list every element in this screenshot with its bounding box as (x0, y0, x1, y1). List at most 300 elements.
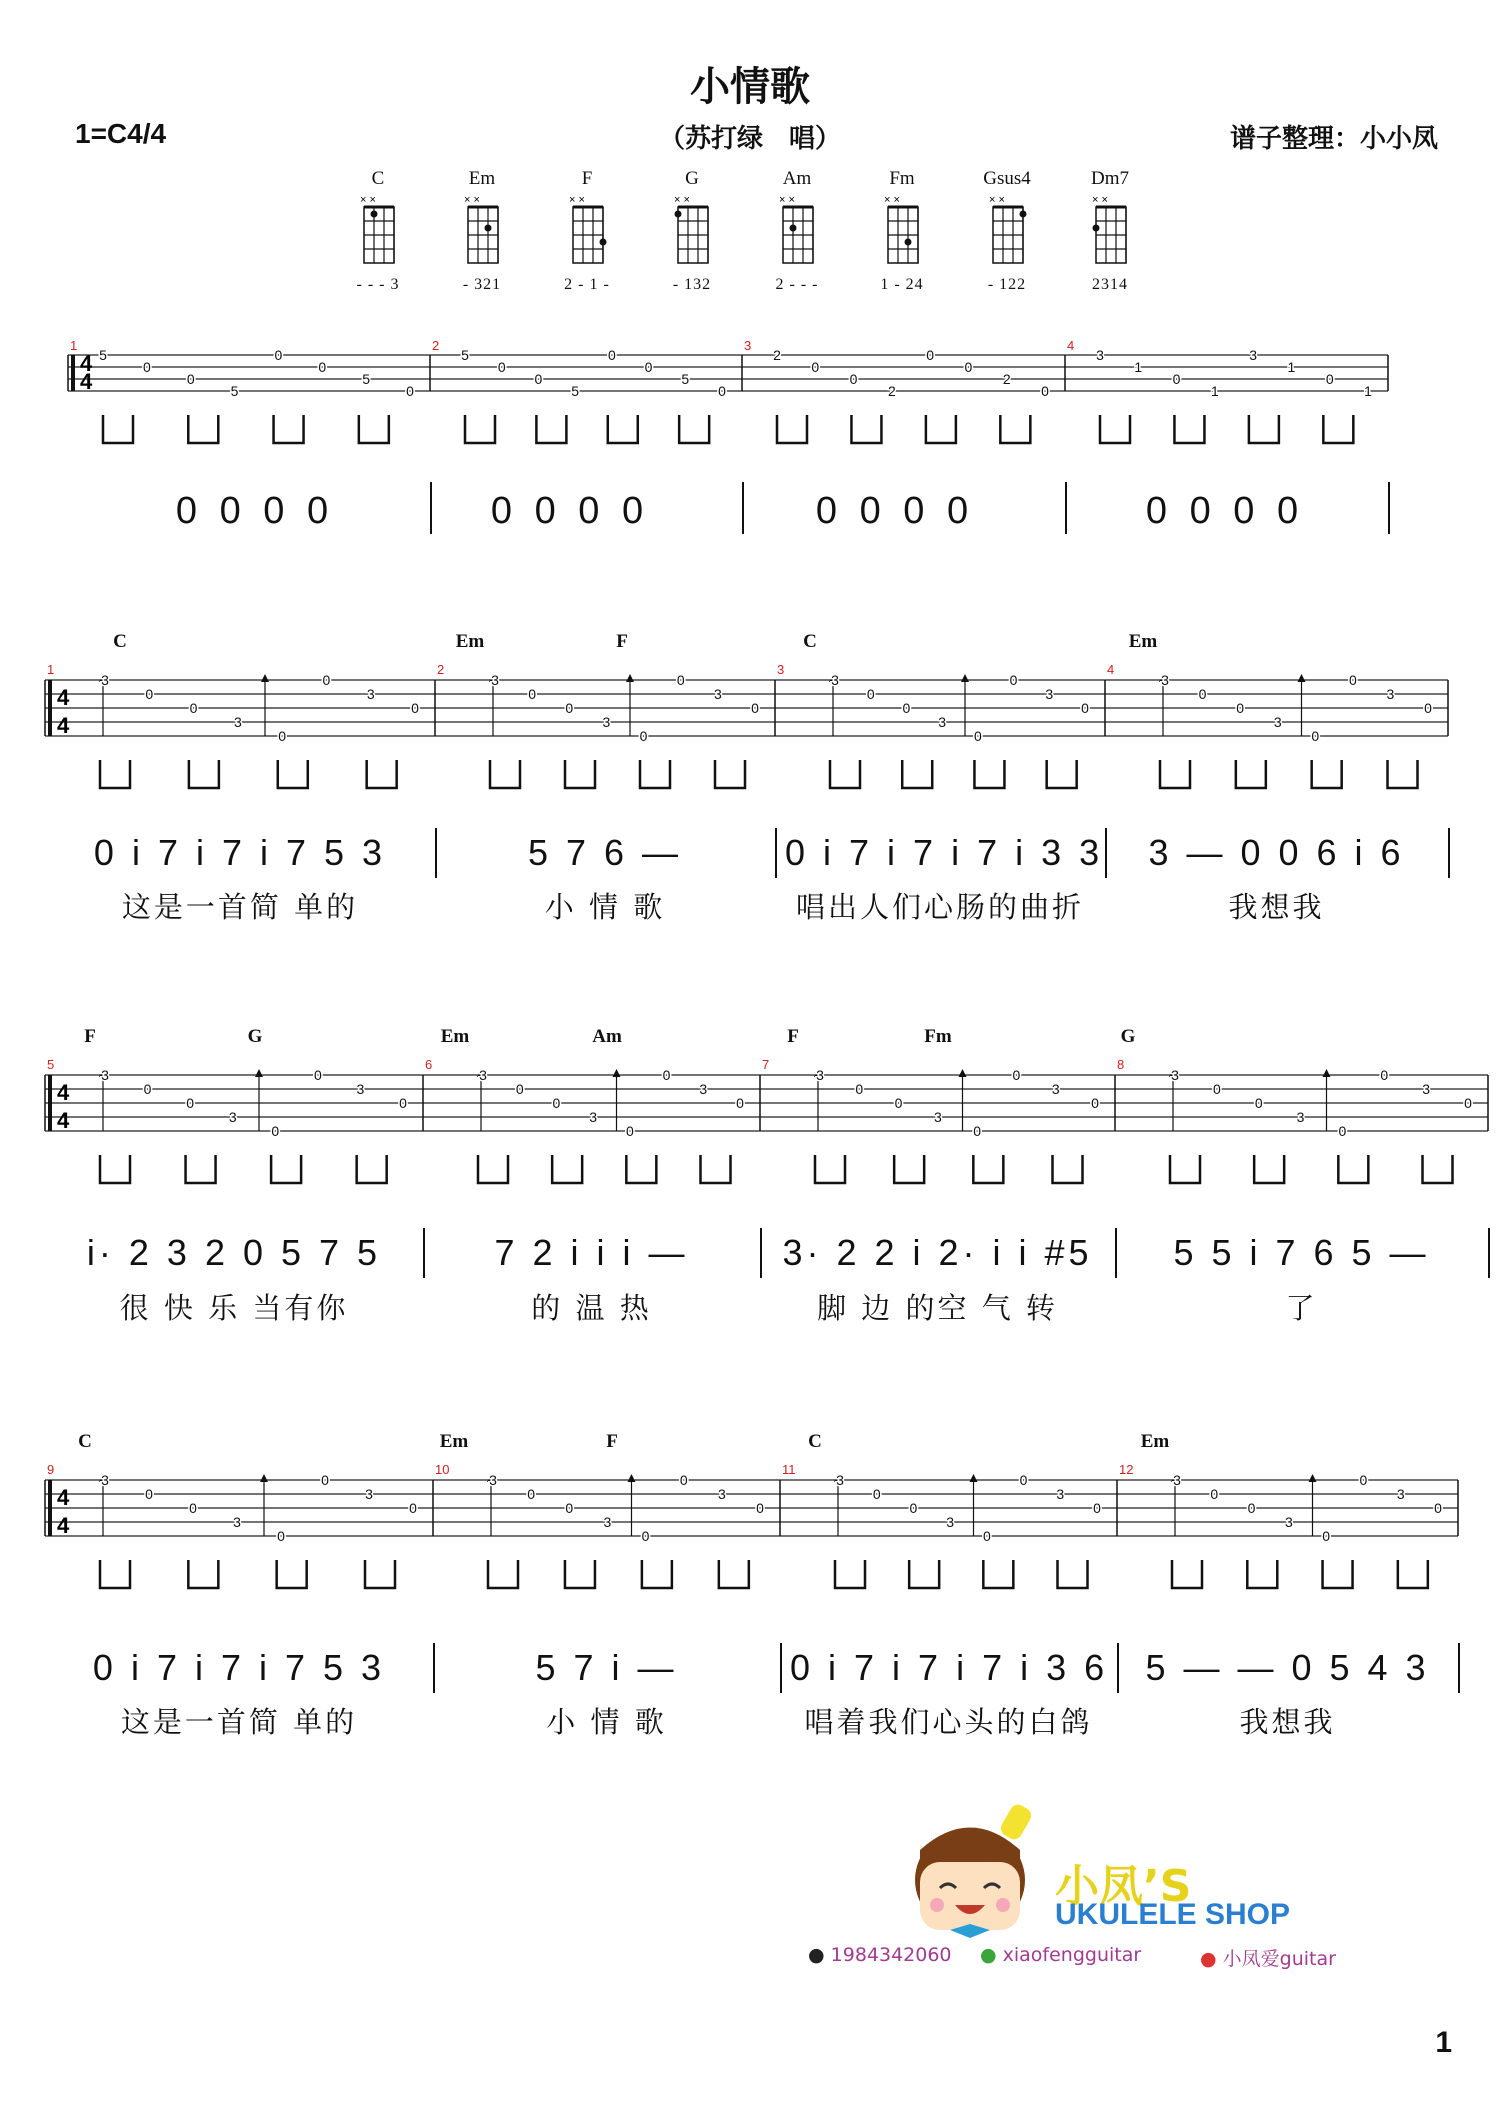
tab-fret-number: 3 (1096, 347, 1104, 363)
notation-bar-line (433, 1643, 435, 1693)
open-string-mark: × × (674, 194, 690, 206)
tab-fret-number: 3 (602, 714, 611, 730)
weibo-icon: ● (1200, 1948, 1217, 1970)
time-sig-bottom: 4 (57, 1108, 70, 1134)
tab-fret-number: 3 (1396, 1486, 1405, 1502)
tab-fret-number: 0 (1019, 1472, 1028, 1488)
lyric-line: 小 情 歌 (544, 890, 666, 924)
tab-fret-number: 0 (189, 700, 198, 716)
rhythm-beam (1323, 415, 1353, 443)
chord-fingering: 2 - 1 - (564, 276, 610, 293)
tab-fret-number: 3 (101, 1067, 109, 1083)
tab-fret-number: 0 (1041, 383, 1049, 399)
rhythm-beam (103, 415, 133, 443)
rhythm-beam (189, 760, 219, 788)
chord-name: C (371, 168, 385, 189)
notation-bar-line (760, 1228, 762, 1278)
rhythm-beam (902, 760, 932, 788)
tab-fret-number: 3 (1284, 1514, 1293, 1530)
measure-number: 8 (1117, 1057, 1125, 1072)
rhythm-beam (1323, 1560, 1353, 1588)
tab-fret-number: 0 (1359, 1472, 1368, 1488)
strum-arrow-icon (959, 1069, 967, 1077)
numbered-notation-measure: 0 i 7 i 7 i 7 i 3 3 (785, 832, 1104, 873)
notation-bar-line (1065, 482, 1067, 534)
rhythm-beam (1174, 415, 1204, 443)
tab-fret-number: 1 (1287, 359, 1296, 375)
chord-fingering: 1 - 24 (880, 276, 924, 293)
strum-arrow-icon (1309, 1474, 1317, 1482)
rhythm-beam (1254, 1155, 1284, 1183)
tab-fret-number: 0 (625, 1123, 634, 1139)
finger-dot (675, 211, 682, 218)
rhythm-beam (365, 1560, 395, 1588)
tab-fret-number: 0 (751, 700, 759, 716)
chord-label: F (787, 1026, 799, 1047)
numbered-notation-measure: 3· 2 2 i 2· i i #5 (782, 1232, 1093, 1273)
tab-fret-number: 0 (1325, 371, 1334, 387)
finger-dot (1020, 211, 1027, 218)
chord-label: Em (455, 631, 485, 652)
tab-fret-number: 0 (515, 1081, 524, 1097)
tab-fret-number: 1 (1134, 359, 1143, 375)
tab-fret-number: 2 (773, 347, 781, 363)
tab-fret-number: 0 (1338, 1123, 1347, 1139)
tab-fret-number: 3 (603, 1514, 612, 1530)
tab-fret-number: 3 (233, 1514, 241, 1530)
tab-fret-number: 3 (491, 672, 499, 688)
rhythm-beam (536, 415, 566, 443)
notation-bar-line (435, 828, 437, 878)
numbered-notation-measure: 5 5 i 7 6 5 — (1173, 1232, 1430, 1273)
rhythm-beam (1058, 1560, 1088, 1588)
finger-dot (600, 239, 607, 246)
tab-fret-number: 0 (849, 371, 858, 387)
tab-fret-number: 3 (589, 1109, 598, 1125)
rhythm-beam (1170, 1155, 1200, 1183)
rhythm-beam (278, 760, 308, 788)
tab-fret-number: 0 (277, 1528, 285, 1544)
tab-fret-number: 3 (1171, 1067, 1179, 1083)
open-string-mark: × × (779, 194, 795, 206)
chord-name: G (685, 168, 699, 189)
chord-label: C (113, 631, 127, 652)
tab-system-1 (0, 640, 1500, 800)
rhythm-beam (274, 415, 304, 443)
tab-fret-number: 0 (982, 1528, 991, 1544)
tab-fret-number: 0 (662, 1067, 671, 1083)
strum-arrow-icon (255, 1069, 263, 1077)
notation-bar-line (780, 1643, 782, 1693)
measure-number: 4 (1067, 338, 1075, 353)
tab-fret-number: 0 (143, 1081, 152, 1097)
tab-fret-number: 0 (1210, 1486, 1219, 1502)
open-string-mark: × × (464, 194, 480, 206)
tab-fret-number: 0 (1464, 1095, 1472, 1111)
tab-fret-number: 0 (186, 371, 195, 387)
numbered-notation-measure: 0 0 0 0 (815, 490, 975, 532)
tab-fret-number: 5 (461, 347, 469, 363)
tab-fret-number: 0 (565, 1500, 574, 1516)
tab-fret-number: 0 (1091, 1095, 1099, 1111)
chord-grid-diagram (775, 193, 825, 273)
qq-penguin-icon: ● (808, 1944, 825, 1966)
rhythm-beam (552, 1155, 582, 1183)
measure-number: 5 (47, 1057, 55, 1072)
finger-dot (1093, 225, 1100, 232)
tab-fret-number: 0 (1081, 700, 1089, 716)
tab-fret-number: 0 (527, 1486, 536, 1502)
tab-fret-number: 0 (145, 686, 154, 702)
tab-fret-number: 3 (356, 1081, 365, 1097)
tab-fret-number: 0 (278, 728, 287, 744)
chord-label: F (84, 1026, 96, 1047)
strum-arrow-icon (1323, 1069, 1331, 1077)
chord-label: Fm (924, 1026, 952, 1047)
rhythm-beam (1100, 415, 1130, 443)
rhythm-beam (367, 760, 397, 788)
tab-fret-number: 0 (1236, 700, 1245, 716)
rhythm-beam (983, 1560, 1013, 1588)
key-signature: 1=C4/4 (75, 118, 167, 149)
tab-fret-number: 0 (552, 1095, 561, 1111)
numbered-notation-measure: 0 i 7 i 7 i 7 5 3 (92, 1647, 386, 1688)
open-string-mark: × × (884, 194, 900, 206)
girl-mascot-logo (895, 1800, 1045, 1945)
tab-fret-number: 0 (565, 700, 574, 716)
rhythm-beam (894, 1155, 924, 1183)
numbered-notation-measure: 5 7 6 — (527, 832, 683, 873)
rhythm-beam (186, 1155, 216, 1183)
open-string-mark: × × (1092, 194, 1108, 206)
numbered-notation-measure: 3 — 0 0 6 i 6 (1148, 832, 1405, 873)
tab-fret-number: 0 (528, 686, 537, 702)
measure-number: 9 (47, 1462, 55, 1477)
tab-fret-number: 3 (1296, 1109, 1305, 1125)
chord-label: G (247, 1026, 263, 1047)
tab-fret-number: 0 (902, 700, 911, 716)
tab-fret-number: 2 (887, 383, 896, 399)
rhythm-beam (465, 415, 495, 443)
tab-fret-number: 0 (186, 1095, 195, 1111)
tab-fret-number: 3 (699, 1081, 708, 1097)
chord-grid-diagram (460, 193, 510, 273)
rhythm-beam (188, 1560, 218, 1588)
tab-fret-number: 0 (189, 1500, 197, 1516)
rhythm-beam (359, 415, 389, 443)
tab-fret-number: 3 (1249, 347, 1258, 363)
tab-fret-number: 0 (756, 1500, 764, 1516)
notation-bar-line (1105, 828, 1107, 878)
arranger-credit: 谱子整理：小小凤 (1229, 124, 1438, 154)
rhythm-beam (1247, 1560, 1277, 1588)
chord-fingering: - 132 (672, 276, 712, 293)
tab-fret-number: 0 (409, 1500, 417, 1516)
finger-dot (371, 211, 378, 218)
notation-bar-line (1458, 1643, 1460, 1693)
tab-fret-number: 0 (1247, 1500, 1256, 1516)
tab-fret-number: 0 (909, 1500, 918, 1516)
tab-fret-number: 1 (1210, 383, 1219, 399)
tab-fret-number: 3 (933, 1109, 942, 1125)
tab-fret-number: 0 (411, 700, 419, 716)
tab-fret-number: 3 (836, 1472, 844, 1488)
time-sig-bottom: 4 (57, 1513, 70, 1539)
page-number: 1 (1435, 2026, 1452, 2059)
measure-number: 3 (777, 662, 785, 677)
time-sig-top: 4 (57, 1485, 70, 1511)
tab-fret-number: 3 (228, 1109, 237, 1125)
rhythm-beam (909, 1560, 939, 1588)
weibo-id: 小凤爱guitar (1222, 1948, 1336, 1970)
tab-fret-number: 0 (926, 347, 935, 363)
lyric-line: 小 情 歌 (546, 1705, 667, 1739)
tab-fret-number: 0 (1254, 1095, 1263, 1111)
tab-fret-number: 3 (479, 1067, 487, 1083)
strum-arrow-icon (1298, 674, 1306, 682)
lyric-line: 了 (1285, 1291, 1318, 1325)
tab-fret-number: 0 (534, 371, 543, 387)
chord-grid-diagram (565, 193, 615, 273)
numbered-notation-measure: 0 0 0 0 (175, 490, 335, 532)
tab-fret-number: 0 (399, 1095, 407, 1111)
strum-arrow-icon (260, 1474, 268, 1482)
qq-number: 1984342060 (830, 1944, 952, 1966)
strum-arrow-icon (626, 674, 634, 682)
tab-fret-number: 3 (713, 686, 722, 702)
tab-fret-number: 3 (489, 1472, 497, 1488)
logo-brand: 小凤’S (1055, 1861, 1192, 1912)
notation-bar-line (1488, 1228, 1490, 1278)
tab-fret-number: 5 (99, 347, 107, 363)
tab-fret-number: 3 (1173, 1472, 1181, 1488)
tab-fret-number: 0 (1012, 1067, 1021, 1083)
rhythm-beam (815, 1155, 845, 1183)
measure-number: 2 (437, 662, 445, 677)
tab-fret-number: 0 (894, 1095, 903, 1111)
tab-fret-number: 0 (641, 1528, 650, 1544)
tab-fret-number: 2 (1002, 371, 1011, 387)
open-string-mark: × × (569, 194, 585, 206)
notation-bar-line (430, 482, 432, 534)
tab-fret-number: 3 (816, 1067, 824, 1083)
rhythm-beam (1172, 1560, 1202, 1588)
rhythm-beam (1312, 760, 1342, 788)
tab-fret-number: 3 (1045, 686, 1054, 702)
tab-fret-number: 0 (811, 359, 820, 375)
time-sig-top: 4 (57, 685, 70, 711)
tab-fret-number: 0 (321, 1472, 329, 1488)
rhythm-beam (926, 415, 956, 443)
tab-fret-number: 0 (1424, 700, 1432, 716)
strum-arrow-icon (628, 1474, 636, 1482)
rhythm-beam (565, 1560, 595, 1588)
numbered-notation-measure: 0 0 0 0 (1145, 490, 1305, 532)
rhythm-beam (973, 1155, 1003, 1183)
measure-number: 4 (1107, 662, 1115, 677)
rhythm-beam (1236, 760, 1266, 788)
tab-fret-number: 0 (274, 347, 283, 363)
finger-dot (485, 225, 492, 232)
tab-fret-number: 0 (607, 347, 616, 363)
tab-fret-number: 5 (362, 371, 371, 387)
tab-fret-number: 0 (142, 359, 151, 375)
tab-fret-number: 3 (365, 1486, 373, 1502)
notation-bar-line (1117, 1643, 1119, 1693)
rhythm-beam (608, 415, 638, 443)
tab-fret-number: 0 (855, 1081, 864, 1097)
tab-fret-number: 3 (101, 1472, 109, 1488)
rhythm-beam (100, 760, 130, 788)
time-sig-bottom: 4 (57, 713, 70, 739)
rhythm-beam (565, 760, 595, 788)
wechat-icon: ● (980, 1944, 997, 1966)
tab-fret-number: 0 (318, 359, 327, 375)
finger-dot (790, 225, 797, 232)
tab-fret-number: 5 (681, 371, 690, 387)
rhythm-beam (488, 1560, 518, 1588)
measure-number: 11 (782, 1462, 796, 1477)
rhythm-beam (478, 1155, 508, 1183)
tab-fret-number: 0 (1212, 1081, 1221, 1097)
chord-label: F (616, 631, 628, 652)
chord-label: F (606, 1431, 618, 1452)
tab-fret-number: 0 (322, 672, 331, 688)
numbered-notation-measure: 0 i 7 i 7 i 7 i 3 6 (790, 1647, 1109, 1688)
tab-fret-number: 3 (233, 714, 242, 730)
tab-fret-number: 0 (406, 383, 414, 399)
tab-fret-number: 0 (639, 728, 648, 744)
rhythm-beam (490, 760, 520, 788)
chord-fingering: 2 - - - (775, 276, 819, 293)
strum-arrow-icon (261, 674, 269, 682)
tab-fret-number: 0 (1198, 686, 1207, 702)
rhythm-beam (974, 760, 1004, 788)
rhythm-beam (626, 1155, 656, 1183)
tab-fret-number: 0 (736, 1095, 744, 1111)
finger-dot (905, 239, 912, 246)
rhythm-beam (1423, 1155, 1453, 1183)
rhythm-beam (679, 415, 709, 443)
rhythm-beam (1249, 415, 1279, 443)
tab-fret-number: 3 (101, 672, 109, 688)
notation-bar-line (1115, 1228, 1117, 1278)
rhythm-beam (715, 760, 745, 788)
chord-label: Em (1128, 631, 1158, 652)
song-title: 小情歌 (690, 64, 810, 110)
lyric-line: 唱出人们心肠的曲折 (795, 890, 1084, 924)
lyric-line: 的 温 热 (531, 1291, 652, 1325)
notation-bar-line (775, 828, 777, 878)
tab-fret-number: 0 (1009, 672, 1018, 688)
rhythm-beam (701, 1155, 731, 1183)
strum-arrow-icon (961, 674, 969, 682)
rhythm-beam (719, 1560, 749, 1588)
chord-label: C (803, 631, 817, 652)
chord-name: F (581, 168, 593, 189)
tab-fret-number: 3 (1161, 672, 1169, 688)
tab-fret-number: 0 (313, 1067, 322, 1083)
chord-grid-diagram (356, 193, 406, 273)
chord-label: C (78, 1431, 92, 1452)
tab-fret-number: 0 (497, 359, 506, 375)
tab-fret-number: 0 (964, 359, 973, 375)
chord-grid-diagram (1088, 193, 1138, 273)
wechat-id: xiaofengguitar (1002, 1944, 1142, 1966)
rhythm-beam (100, 1155, 130, 1183)
chord-fingering: - 321 (462, 276, 502, 293)
tab-fret-number: 3 (1051, 1081, 1060, 1097)
tab-fret-number: 0 (866, 686, 875, 702)
chord-grid-diagram (670, 193, 720, 273)
chord-label: Em (440, 1026, 470, 1047)
chord-fingering: 2314 (1092, 276, 1128, 293)
chord-label: G (1120, 1026, 1136, 1047)
tab-fret-number: 0 (679, 1472, 688, 1488)
measure-number: 1 (70, 338, 78, 353)
tab-fret-number: 3 (1056, 1486, 1065, 1502)
lyric-line: 脚 边 的空 气 转 (817, 1291, 1058, 1325)
tab-fret-number: 3 (938, 714, 947, 730)
rhythm-beam (1388, 760, 1418, 788)
rhythm-beam (851, 415, 881, 443)
tab-fret-number: 3 (831, 672, 839, 688)
measure-number: 1 (47, 662, 55, 677)
tab-fret-number: 3 (946, 1514, 955, 1530)
rhythm-beam (640, 760, 670, 788)
lyric-line: 唱着我们心头的白鸽 (804, 1705, 1093, 1739)
measure-number: 7 (762, 1057, 770, 1072)
tab-fret-number: 5 (571, 383, 580, 399)
numbered-notation-measure: 0 i 7 i 7 i 7 5 3 (93, 832, 387, 873)
rhythm-beam (271, 1155, 301, 1183)
tab-fret-number: 0 (973, 728, 982, 744)
chord-fingering: - - - 3 (356, 276, 400, 293)
tab-fret-number: 0 (271, 1123, 280, 1139)
tab-fret-number: 5 (230, 383, 239, 399)
chord-label: Em (1140, 1431, 1170, 1452)
rhythm-beam (1053, 1155, 1083, 1183)
chord-grid-diagram (985, 193, 1035, 273)
measure-number: 12 (1119, 1462, 1134, 1477)
tab-fret-number: 0 (1172, 371, 1181, 387)
contact-wechat (980, 1944, 1141, 1966)
chord-fingering: - 122 (987, 276, 1027, 293)
lyric-line: 我想我 (1228, 890, 1325, 924)
numbered-notation-measure: i· 2 3 2 0 5 7 5 (86, 1232, 382, 1273)
chord-grid-diagram (880, 193, 930, 273)
tab-fret-number: 0 (973, 1123, 982, 1139)
tab-fret-number: 3 (1422, 1081, 1431, 1097)
rhythm-beam (642, 1560, 672, 1588)
tab-fret-number: 3 (1386, 686, 1395, 702)
notation-bar-line (1448, 828, 1450, 878)
measure-number: 6 (425, 1057, 433, 1072)
tab-fret-number: 1 (1364, 383, 1372, 399)
contact-weibo (1200, 1944, 1336, 1971)
rhythm-beam (1160, 760, 1190, 788)
rhythm-beam (830, 760, 860, 788)
rhythm-beam (188, 415, 218, 443)
tab-fret-number: 0 (676, 672, 685, 688)
time-sig-top: 4 (57, 1080, 70, 1106)
measure-number: 10 (435, 1462, 450, 1477)
chord-name: Em (468, 168, 496, 189)
tab-system-3 (0, 1440, 1500, 1600)
tab-fret-number: 0 (1311, 728, 1320, 744)
rhythm-beam (277, 1560, 307, 1588)
rhythm-beam (100, 1560, 130, 1588)
